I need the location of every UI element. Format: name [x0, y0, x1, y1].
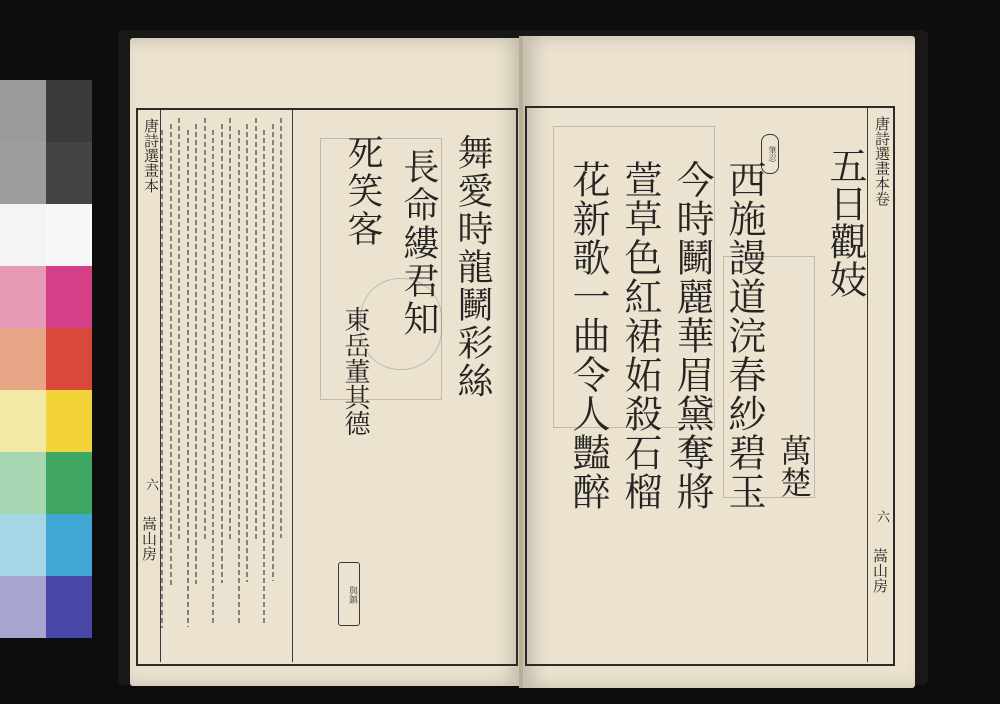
color-chip [0, 266, 46, 328]
color-chip [46, 576, 92, 638]
color-chip [46, 80, 92, 142]
right-margin-rule [867, 108, 868, 662]
color-chip [0, 80, 46, 142]
color-chip [0, 452, 46, 514]
right-margin-stamp: 六 [874, 510, 889, 523]
left-margin-publisher: 嵩山房 [140, 516, 158, 561]
color-chip [0, 204, 46, 266]
color-chip [46, 328, 92, 390]
right-margin-title: 唐詩選畫本卷 [873, 116, 891, 206]
right-seal: 筆忍 [761, 134, 779, 174]
right-poem-column-4: 花新歌一曲令人豔醉 [566, 160, 610, 511]
commentary-line [280, 118, 282, 538]
left-poem-column-1: 舞愛時龍鬭彩絲 [452, 134, 493, 400]
right-poem-title: 五日觀妓 [823, 146, 867, 298]
left-margin-title: 唐詩選畫本 [142, 118, 160, 193]
right-margin-publisher: 嵩山房 [871, 548, 889, 593]
left-page [130, 38, 522, 686]
commentary-line [204, 118, 206, 541]
left-seal: 與鎮 [338, 562, 360, 626]
color-chip [0, 514, 46, 576]
commentary-line [263, 130, 265, 624]
commentary-line [178, 118, 180, 542]
left-signature: 東岳董其德 [340, 306, 370, 436]
commentary-line [161, 130, 163, 628]
color-chip [0, 576, 46, 638]
commentary-line [212, 130, 214, 626]
commentary-line [170, 124, 172, 585]
right-poem-column-3: 萱草色紅裙妬殺石榴 [618, 160, 662, 511]
color-chip [0, 328, 46, 390]
right-poem-column-1: 西施謾道浣春紗碧玉 [722, 160, 766, 511]
left-commentary-rule [292, 110, 293, 662]
commentary-line [195, 124, 197, 584]
color-chip [46, 204, 92, 266]
color-chip [46, 142, 92, 204]
color-chip [46, 452, 92, 514]
left-margin-stamp: 六 [143, 478, 158, 491]
commentary-line [229, 118, 231, 540]
commentary-line [246, 124, 248, 582]
left-poem-column-3: 死笑客 [342, 134, 383, 248]
commentary-line [255, 118, 257, 539]
left-poem-column-2: 長命縷君知 [398, 148, 439, 338]
commentary-line [272, 124, 274, 581]
right-page [523, 36, 915, 688]
commentary-line [238, 130, 240, 625]
commentary-line [221, 124, 223, 583]
color-checker-strip [0, 80, 92, 640]
color-chip [46, 266, 92, 328]
color-chip [46, 514, 92, 576]
color-chip [46, 390, 92, 452]
right-poem-author: 萬楚 [775, 434, 813, 498]
right-poem-column-2: 今時鬭麗華眉黛奪將 [670, 160, 714, 511]
color-chip [0, 390, 46, 452]
color-chip [0, 142, 46, 204]
commentary-line [187, 130, 189, 627]
